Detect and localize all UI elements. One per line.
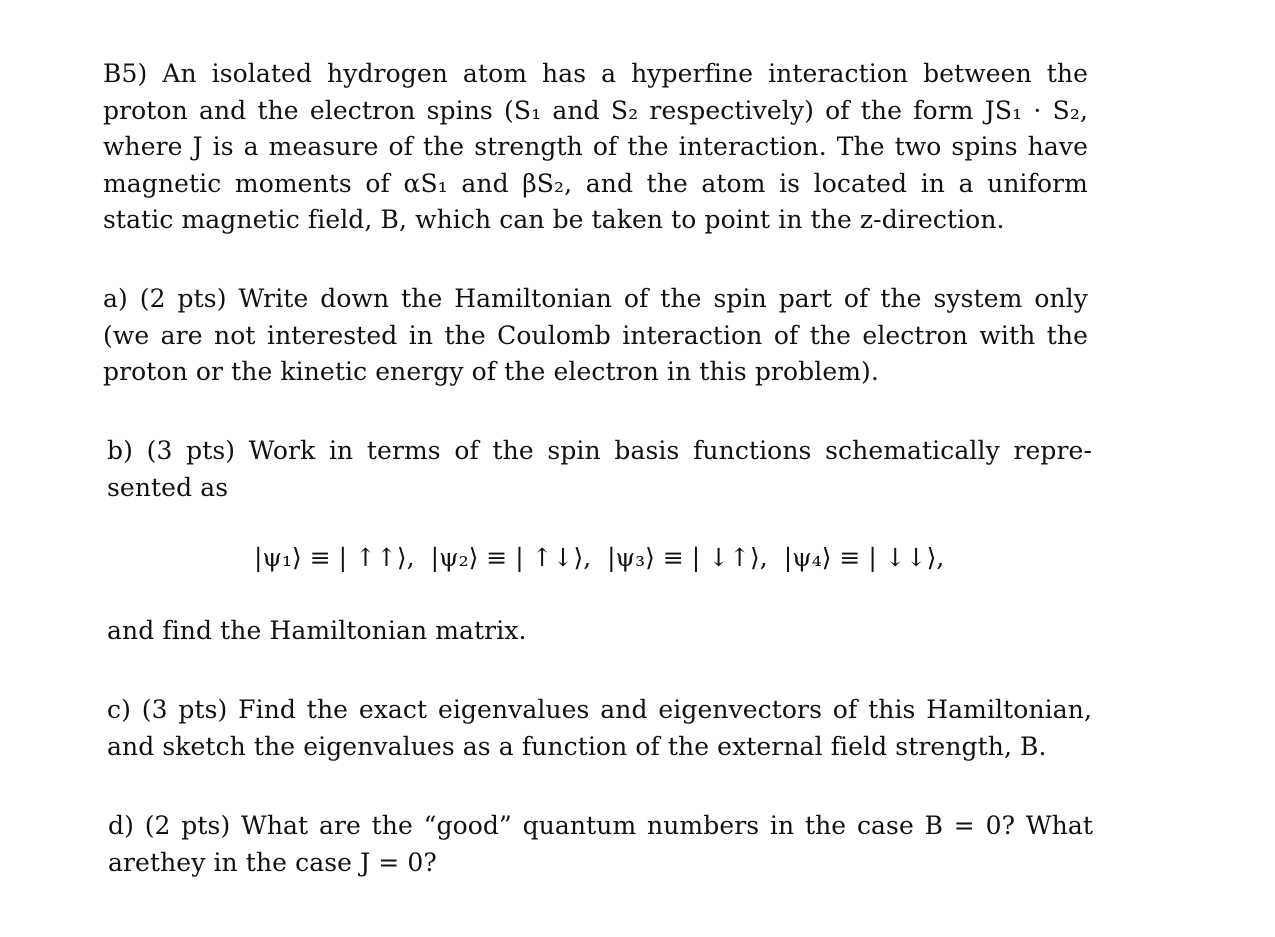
intro-line: where J is a measure of the strength of the interaction. The two spins have — [103, 132, 1088, 161]
part-c-line: c) (3 pts) Find the exact eigenvalues and eigenvectors of this Hamiltonian, — [107, 695, 1092, 724]
part-b-cont-line: and find the Hamiltonian matrix. — [107, 616, 527, 645]
part-d — [108, 808, 1093, 881]
part-c-line: and sketch the eigenvalues as a function of the external field strength, B. — [107, 731, 1047, 761]
basis-term-psi3: |ψ₃⟩ ≡ | ↓↑⟩, — [607, 543, 768, 572]
part-a — [103, 281, 1088, 391]
part-d-line: d) (2 pts) What are the “good” quantum numbers in the case B = 0? What — [108, 811, 1093, 840]
basis-term-psi2: |ψ₂⟩ ≡ | ↑↓⟩, — [430, 543, 592, 572]
part-b — [107, 433, 1092, 506]
basis-term-psi1: |ψ₁⟩ ≡ | ↑↑⟩, — [254, 543, 415, 572]
part-a-line: proton or the kinetic energy of the electron in this problem). — [103, 357, 879, 386]
part-b-line: sented as — [107, 472, 229, 502]
part-d-line: arethey in the case J = 0? — [108, 847, 437, 877]
part-b-line: b) (3 pts) Work in terms of the spin basis functions schematically repre- — [107, 436, 1092, 465]
intro-line: static magnetic field, B, which can be taken to point in the z-direction. — [103, 205, 1005, 234]
problem-intro — [103, 56, 1088, 239]
part-a-line: a) (2 pts) Write down the Hamiltonian of the spin part of the system only — [103, 284, 1088, 313]
part-b-continuation — [107, 613, 1092, 650]
part-a-line: (we are not interested in the Coulomb interaction of the electron with the — [103, 320, 1088, 350]
intro-line: magnetic moments of αS₁ and βS₂, and the atom is located in a uniform — [103, 168, 1088, 198]
basis-term-psi4: |ψ₄⟩ ≡ | ↓↓⟩, — [783, 543, 945, 572]
part-c — [107, 692, 1092, 765]
intro-line: B5) An isolated hydrogen atom has a hyperfine interaction between the — [103, 59, 1088, 88]
intro-line: proton and the electron spins (S₁ and S₂ respectively) of the form JS₁ · S₂, — [103, 95, 1088, 125]
spin-basis-equation — [254, 540, 954, 576]
